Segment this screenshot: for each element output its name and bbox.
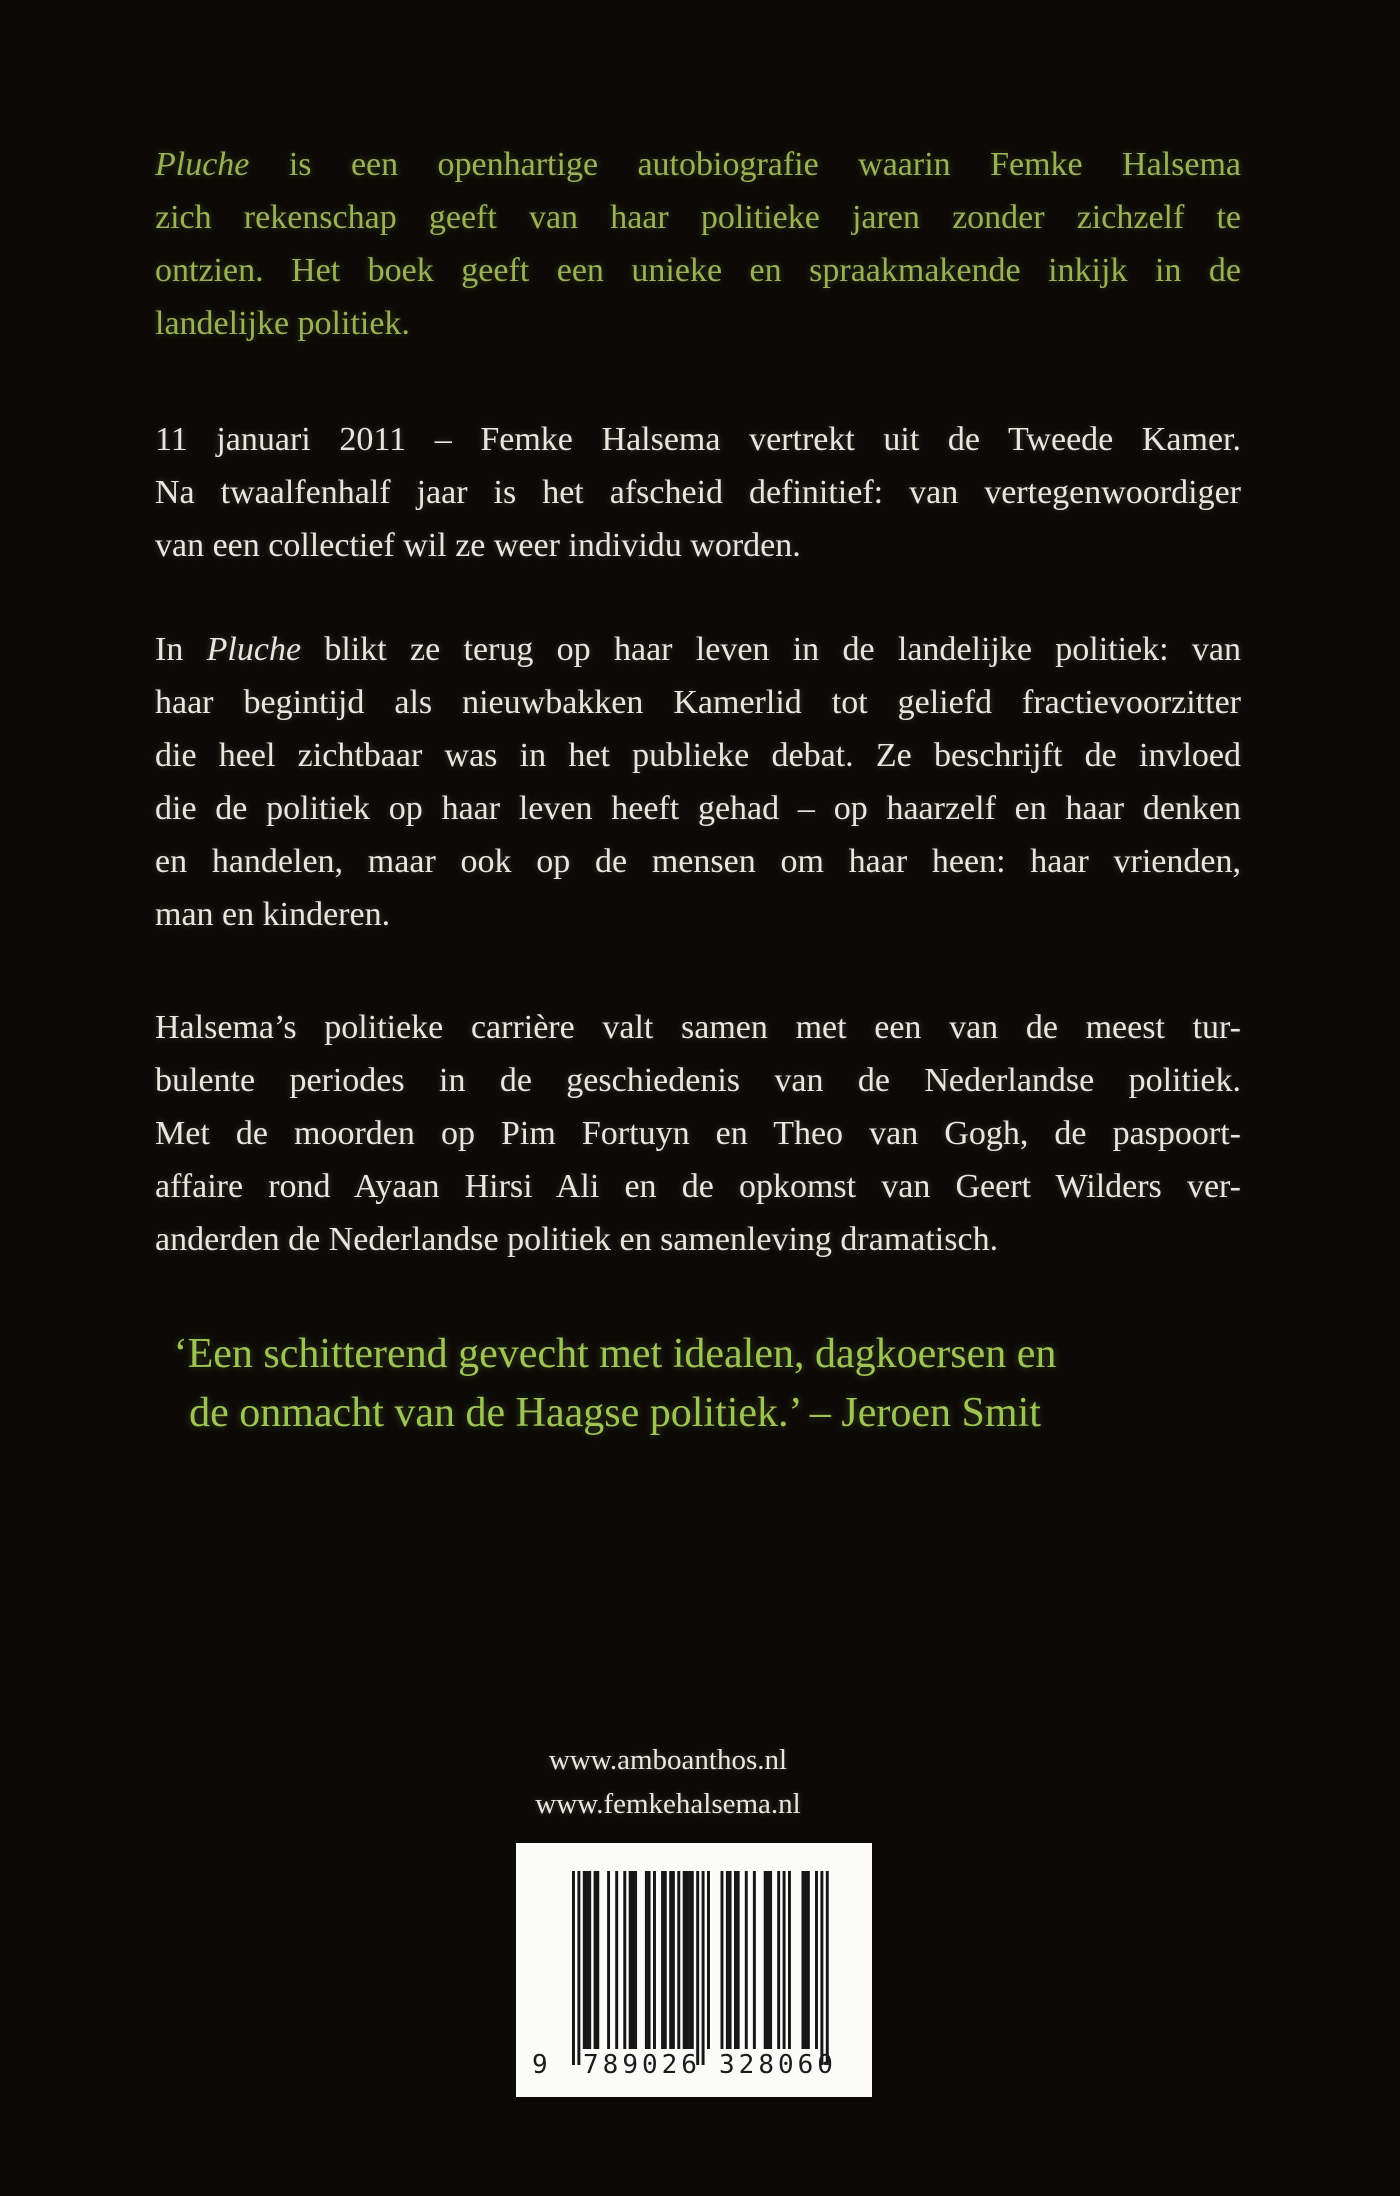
isbn-number	[516, 2048, 872, 2088]
isbn-digit-group: 9	[532, 2050, 548, 2080]
text-line: zich rekenschap geeft van haar politieke jaren zonder zichzelf te	[155, 199, 1241, 236]
text-line: bulente periodes in de geschiedenis van de Nederlandse politiek.	[155, 1062, 1241, 1099]
text-line: die heel zichtbaar was in het publieke debat. Ze beschrijft de invloed	[155, 737, 1241, 774]
text-line: In Pluche blikt ze terug op haar leven in de landelijke politiek: van	[155, 631, 1241, 668]
author-url: www.femkehalsema.nl	[535, 1788, 801, 1820]
text-line: die de politiek op haar leven heeft gehad – op haarzelf en haar denken	[155, 790, 1241, 827]
text-line: affaire rond Ayaan Hirsi Ali en de opkomst van Geert Wilders ver-	[155, 1168, 1241, 1205]
synopsis-paragraph-3	[155, 1001, 1241, 1266]
synopsis-intro-paragraph	[155, 138, 1241, 350]
text-line: ‘Een schitterend gevecht met idealen, dagkoersen en	[173, 1331, 1057, 1377]
text-line: 11 januari 2011 – Femke Halsema vertrekt uit de Tweede Kamer.	[155, 421, 1241, 458]
text-line: Halsema’s politieke carrière valt samen met een van de meest tur-	[155, 1009, 1241, 1046]
text-line: Na twaalfenhalf jaar is het afscheid definitief: van vertegenwoordiger	[155, 474, 1241, 511]
text-line: van een collectief wil ze weer individu worden.	[155, 527, 801, 564]
text-line: landelijke politiek.	[155, 305, 410, 342]
synopsis-paragraph-2	[155, 623, 1241, 941]
text-line: Met de moorden op Pim Fortuyn en Theo van Gogh, de paspoort-	[155, 1115, 1241, 1152]
text-line: anderden de Nederlandse politiek en samenleving dramatisch.	[155, 1221, 999, 1258]
isbn-digit-group: 789026	[583, 2050, 701, 2080]
text-line: en handelen, maar ook op de mensen om haar heen: haar vrienden,	[155, 843, 1241, 880]
review-quote	[72, 1325, 1158, 1443]
text-line: ontzien. Het boek geeft een unieke en spraakmakende inkijk in de	[155, 252, 1241, 289]
text-line: de onmacht van de Haagse politiek.’ – Jeroen Smit	[189, 1390, 1041, 1436]
publisher-url: www.amboanthos.nl	[548, 1744, 788, 1776]
text-line: man en kinderen.	[155, 896, 391, 933]
text-line: Pluche is een openhartige autobiografie waarin Femke Halsema	[155, 146, 1241, 183]
barcode	[516, 1843, 872, 2097]
isbn-digit-group: 328060	[719, 2050, 837, 2080]
text-line: haar begintijd als nieuwbakken Kamerlid tot geliefd fractievoorzitter	[155, 684, 1241, 721]
synopsis-paragraph-1	[155, 413, 1241, 572]
website-links	[125, 1738, 1211, 1826]
